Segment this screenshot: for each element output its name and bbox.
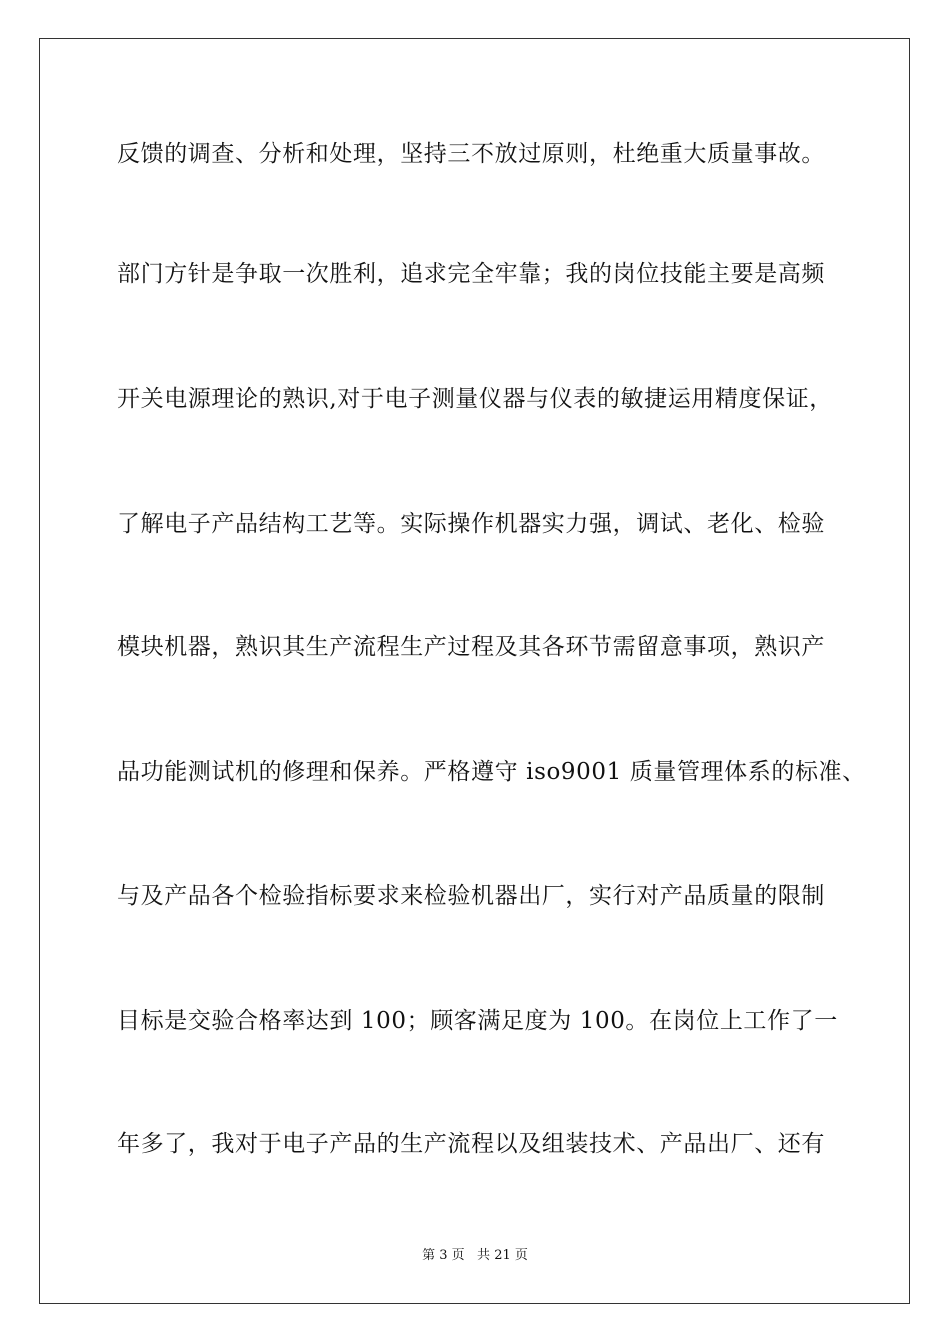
body-text-line: 与及产品各个检验指标要求来检验机器出厂，实行对产品质量的限制 [117,883,825,909]
body-text-line: 模块机器，熟识其生产流程生产过程及其各环节需留意事项，熟识产 [117,634,825,660]
body-text-line: 年多了，我对于电子产品的生产流程以及组装技术、产品出厂、还有 [117,1131,825,1157]
body-text-line: 品功能测试机的修理和保养。严格遵守 iso9001 质量管理体系的标准、 [117,759,866,785]
page-border [39,38,910,1304]
body-text-line: 开关电源理论的熟识,对于电子测量仪器与仪表的敏捷运用精度保证， [117,386,833,412]
body-text-line: 部门方针是争取一次胜利，追求完全牢靠；我的岗位技能主要是高频 [117,261,825,287]
body-text-line: 目标是交验合格率达到 100；顾客满足度为 100。在岗位上工作了一 [117,1008,838,1034]
page-number-footer: 第 3 页 共 21 页 [422,1248,528,1263]
body-text-line: 反馈的调查、分析和处理，坚持三不放过原则，杜绝重大质量事故。 [117,141,825,167]
body-text-line: 了解电子产品结构工艺等。实际操作机器实力强，调试、老化、检验 [117,511,825,537]
